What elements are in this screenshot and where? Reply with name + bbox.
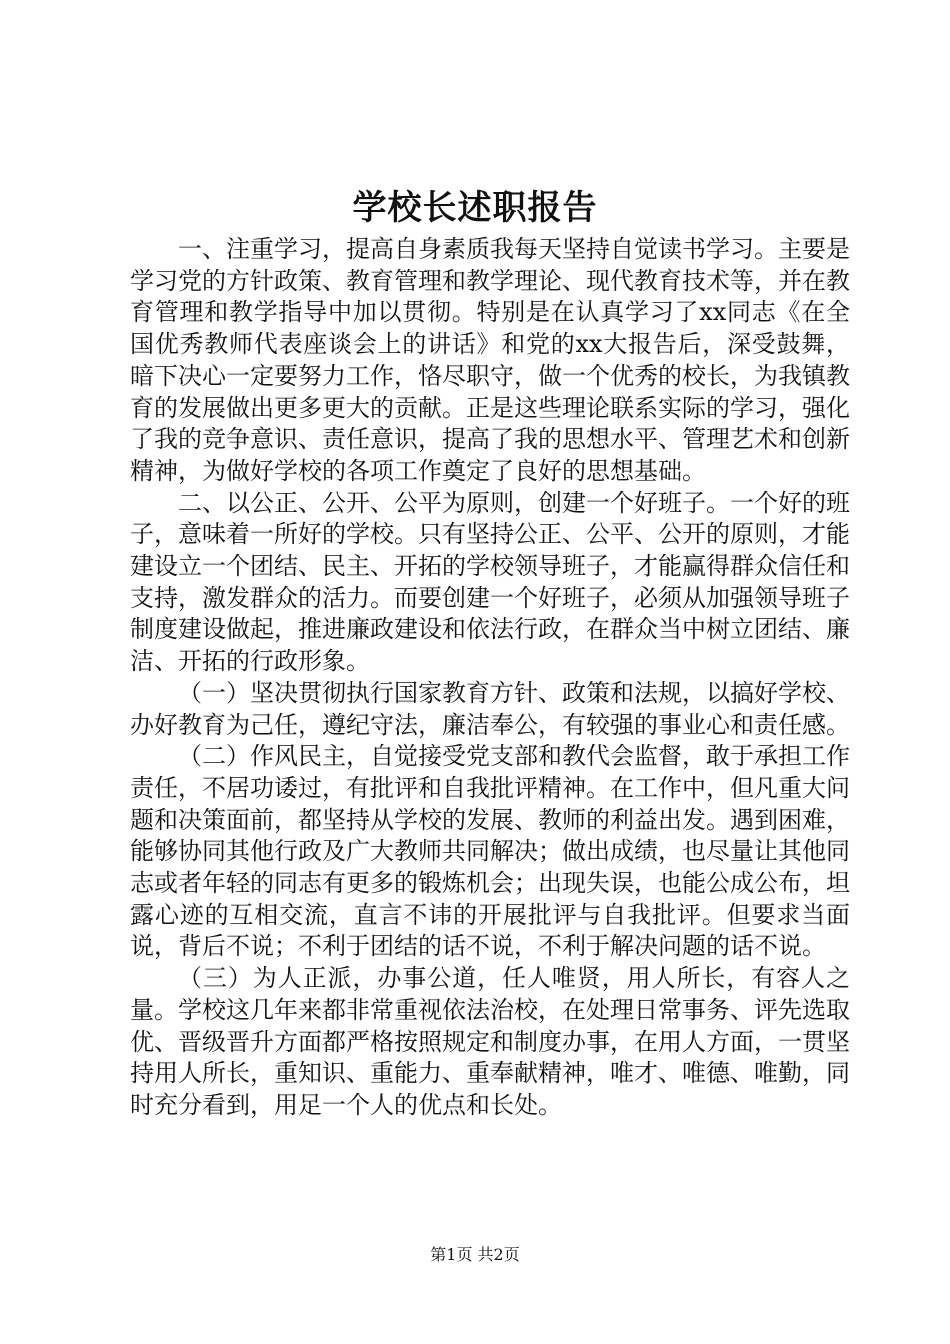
paragraph-2: 二、以公正、公开、公平为原则，创建一个好班子。一个好的班子，意味着一所好的学校。只有坚持公正、公平、公开的原则，才能建设立一个团结、民主、开拓的学校领导班子，才能赢得群众信任和支持，激发群众的活力。而要创建一个好班子，必须从加强领导班子制度建设做起，推进廉政建设和依法行政，在群众当中树立团结、廉洁、开拓的行政形象。 [130, 488, 850, 676]
document-title: 学校长述职报告 [352, 188, 598, 228]
paragraph-5: （三）为人正派，办事公道，任人唯贤，用人所长，有容人之量。学校这几年来都非常重视依法治校，在处理日常事务、评先选取优、晋级晋升方面都严格按照规定和制度办事，在用人方面，一贯坚持用人所长，重知识、重能力、重奉献精神，唯才、唯德、唯勤，同时充分看到，用足一个人的优点和长处。 [130, 964, 850, 1119]
document-body [130, 234, 850, 1122]
page-footer: 第1页 共2页 [430, 1245, 520, 1264]
paragraph-3: （一）坚决贯彻执行国家教育方针、政策和法规，以搞好学校、办好教育为己任，遵纪守法，廉洁奉公，有较强的事业心和责任感。 [130, 678, 850, 739]
paragraph-4: （二）作风民主，自觉接受党支部和教代会监督，敢于承担工作责任，不居功诿过，有批评和自我批评精神。在工作中，但凡重大问题和决策面前，都坚持从学校的发展、教师的利益出发。遇到困难，能够协同其他行政及广大教师共同解决；做出成绩，也尽量让其他同志或者年轻的同志有更多的锻炼机会；出现失误，也能公成公布，坦露心迹的互相交流，直言不讳的开展批评与自我批评。但要求当面说，背后不说；不利于团结的话不说，不利于解决问题的话不说。 [130, 742, 850, 961]
paragraph-1: 一、注重学习，提高自身素质我每天坚持自觉读书学习。主要是学习党的方针政策、教育管理和教学理论、现代教育技术等，并在教育管理和教学指导中加以贯彻。特别是在认真学习了xx同志《在全国优秀教师代表座谈会上的讲话》和党的xx大报告后，深受鼓舞，暗下决心一定要努力工作，恪尽职守，做一个优秀的校长，为我镇教育的发展做出更多更大的贡献。正是这些理论联系实际的学习，强化了我的竞争意识、责任意识，提高了我的思想水平、管理艺术和创新精神，为做好学校的各项工作奠定了良好的思想基础。 [130, 235, 850, 485]
